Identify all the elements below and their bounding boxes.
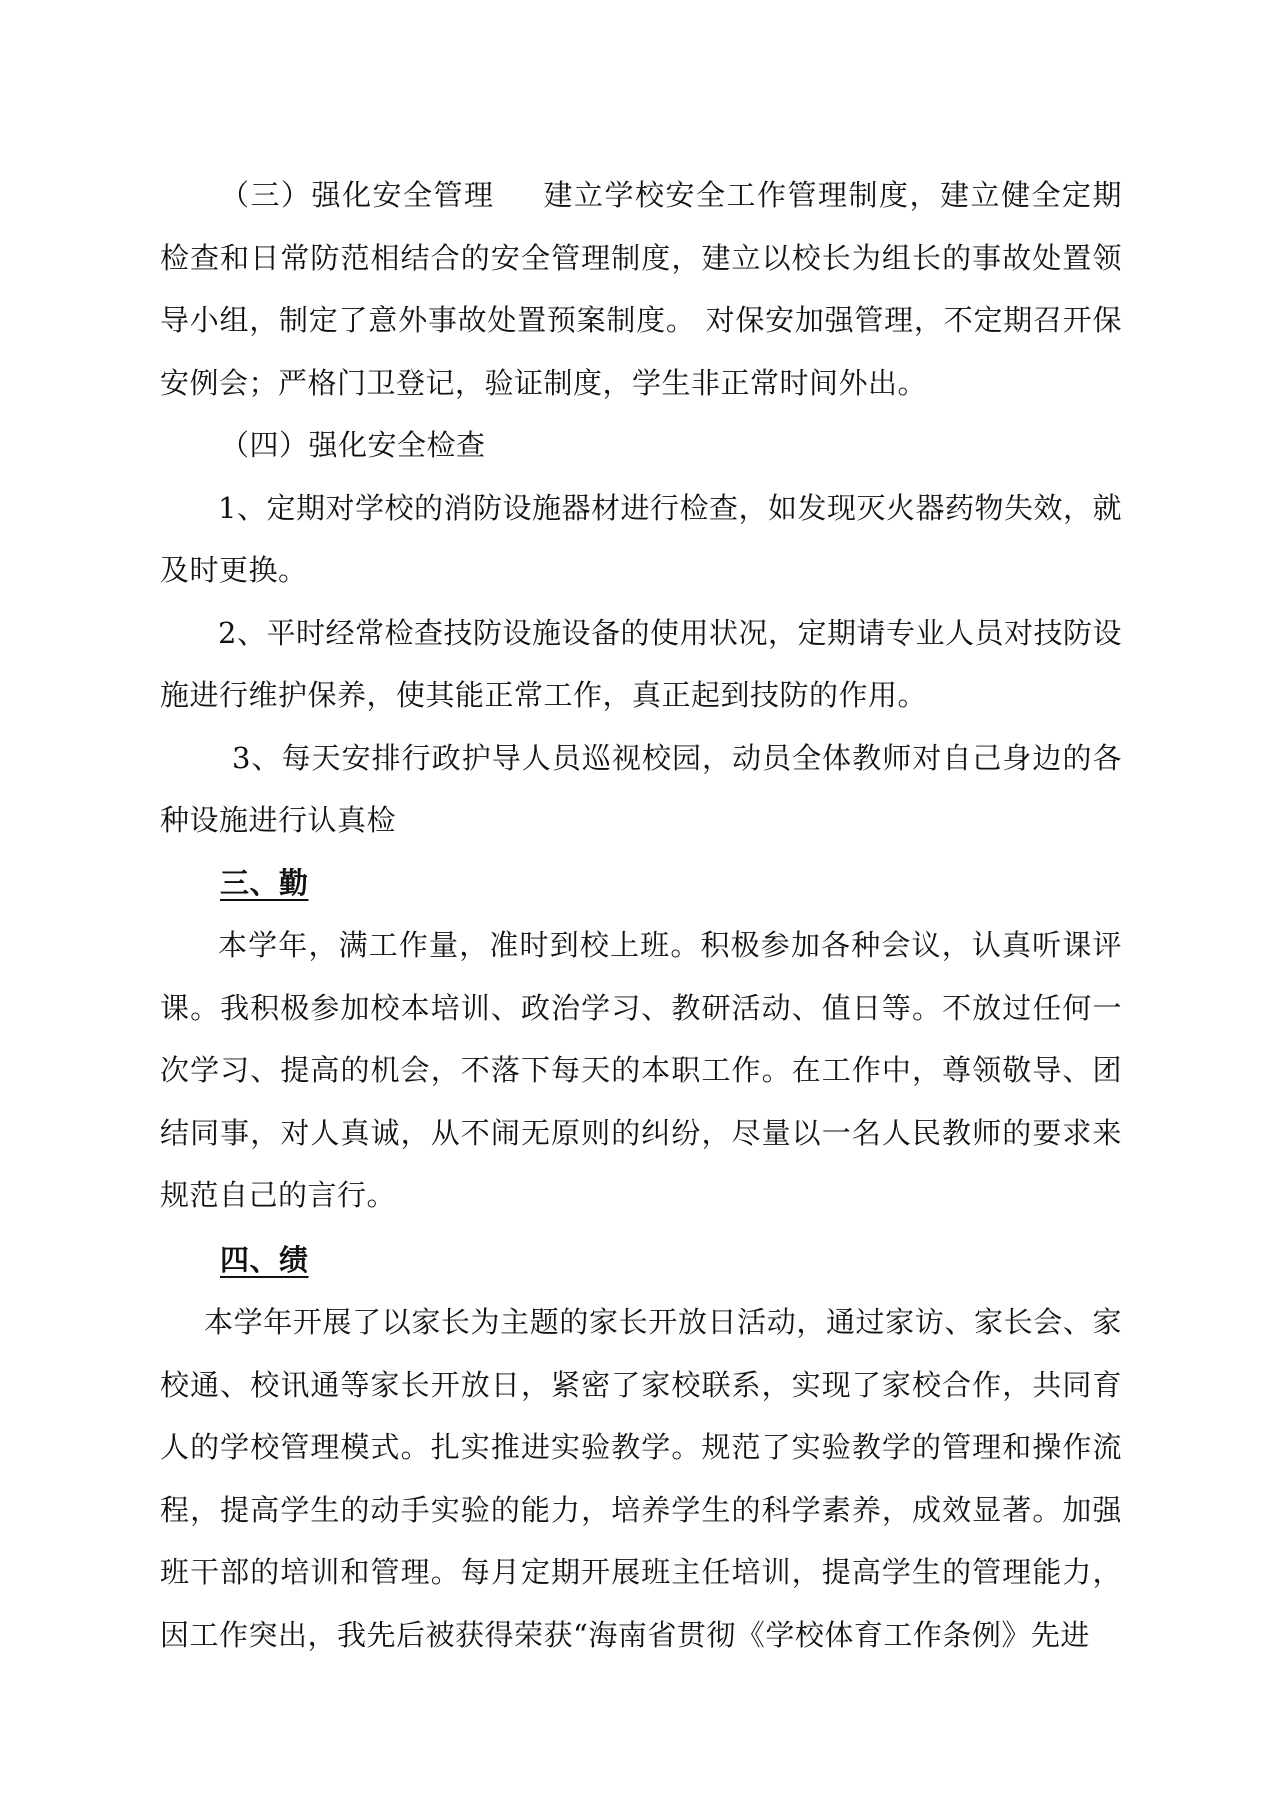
heading-diligence-underlined: [220, 852, 381, 915]
text-safety-management: 建立学校安全工作管理制度，建立健全定期检查和日常防范相结合的安全管理制度，建立以校长为组长的事故处置领导小组，制定了意外事故处置预案制度。 对保安加强管理，不定期召开保安例会；严格门卫登记，验证制度，学生非正常时间外出。: [160, 178, 1122, 400]
paragraph-safety-management: [160, 164, 1122, 414]
list-item-2: 2、平时经常检查技防设施设备的使用状况，定期请专业人员对技防设施进行维护保养，使其能正常工作，真正起到技防的作用。: [160, 615, 1122, 712]
heading-diligence-text: 三、勤: [220, 865, 309, 900]
heading-safety-inspection: （四）强化安全检查: [220, 428, 486, 462]
heading-achievement-underlined: [220, 1229, 381, 1292]
heading-safety-management: （三）强化安全管理: [220, 178, 495, 212]
document-body: [160, 164, 1122, 1666]
paragraph-diligence: 本学年，满工作量，准时到校上班。积极参加各种会议，认真听课评课。我积极参加校本培训、政治学习、教研活动、值日等。不放过任何一次学习、提高的机会，不落下每天的本职工作。在工作中，尊领敬导、团结同事，对人真诚，从不闹无原则的纠纷，尽量以一名人民教师的要求来规范自己的言行。: [160, 928, 1122, 1212]
list-item-1: 1、定期对学校的消防设施器材进行检查，如发现灭火器药物失效，就及时更换。: [160, 490, 1122, 587]
section-heading-achievement: [160, 1229, 1122, 1292]
section-heading-diligence: [160, 852, 1122, 915]
list-item-3: 3、每天安排行政护导人员巡视校园，动员全体教师对自己身边的各种设施进行认真检: [160, 740, 1122, 837]
paragraph-achievement: 本学年开展了以家长为主题的家长开放日活动，通过家访、家长会、家校通、校讯通等家长开放日，紧密了家校联系，实现了家校合作，共同育人的学校管理模式。扎实推进实验教学。规范了实验教学的管理和操作流程，提高学生的动手实验的能力，培养学生的科学素养，成效显著。加强班干部的培训和管理。每月定期开展班主任培训，提高学生的管理能力，因工作突出，我先后被获得荣获“海南省贯彻《学校体育工作条例》先进: [160, 1305, 1122, 1652]
heading-achievement-text: 四、绩: [220, 1242, 309, 1277]
